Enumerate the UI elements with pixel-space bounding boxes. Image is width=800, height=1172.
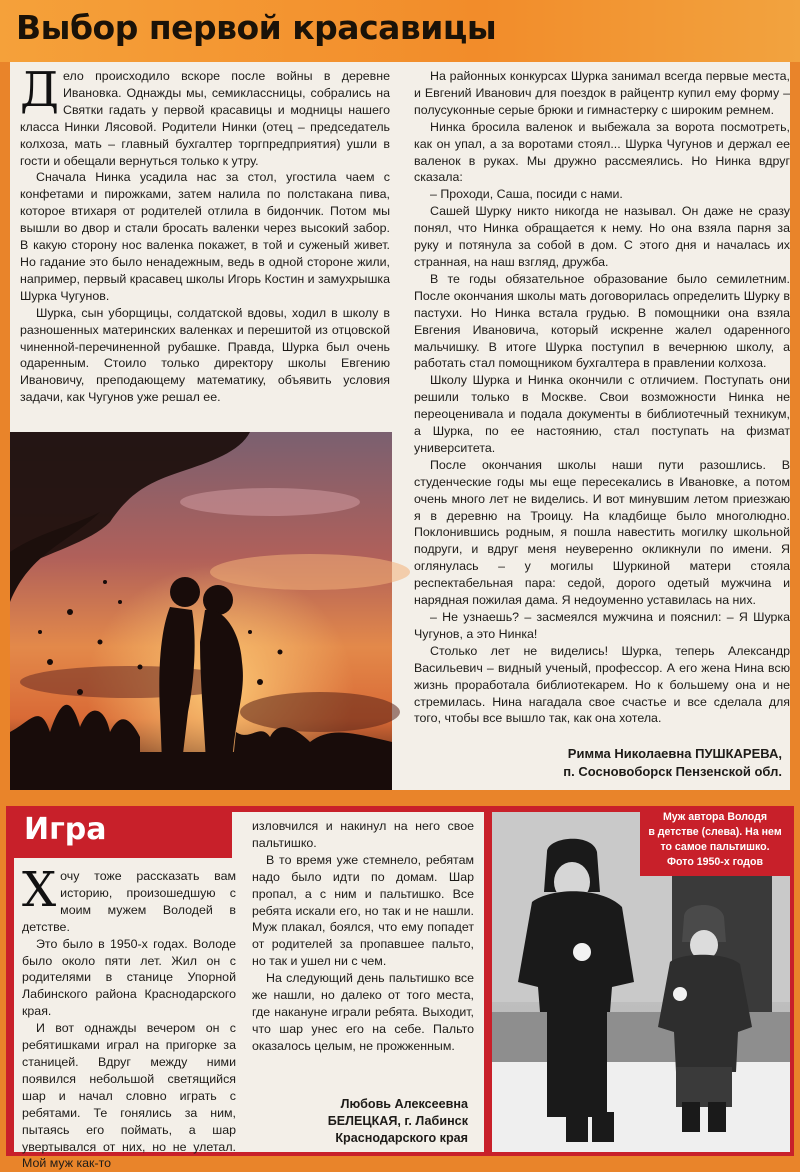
author-name: Римма Николаевна ПУШКАРЕВА,	[567, 746, 782, 761]
caption-line: Фото 1950-х годов	[667, 856, 763, 868]
caption-line: в детстве (слева). На нем	[648, 826, 782, 838]
paragraph: ело происходило вскоре после войны в деревне Ивановка. Однажды мы, семиклассницы, собрались на Святки гадать у первой красавицы и модницы нашего класса Нинки Лясовой. Родители Нинки (отец – председатель колхоза, мать – главный бухгалтер торгпредприятия) ушли в гости и обещали вернуться только к утру.	[20, 69, 390, 168]
paragraph: Шурка, сын уборщицы, солдатской вдовы, ходил в школу в разношенных материнских валенках и перешитой из отцовской чиненной-перечиненной рубашке. Правда, Шурка был очень одаренным. Стоило только директору школы Евгению Ивановичу, преподающему математику, объявить условия задачи, как Чугунов уже решал ее.	[20, 305, 390, 405]
top-article-header	[0, 0, 800, 62]
paragraph: изловчился и накинул на него свое пальтишко.	[252, 819, 474, 850]
bottom-article-left-column	[22, 862, 236, 1172]
top-article-signature	[563, 745, 782, 781]
caption-line: Муж автора Володя	[662, 811, 768, 823]
photo-caption	[640, 808, 790, 876]
paragraph: очу тоже рассказать вам историю, произошедшую с моим мужем Володей в детстве.	[22, 869, 236, 934]
caption-line: то самое пальтишко.	[660, 841, 770, 853]
paragraph: На следующий день пальтишко все же нашли, но далеко от того места, где накануне играли ребята. Выходит, что шар унес его на себе. Пальто оказалось целым, не прожженным.	[252, 971, 474, 1053]
paragraph: Нинка бросила валенок и выбежала за ворота посмотреть, как он упал, а за воротами стоял... Шурка Чугунов и держал ее валенок в руках. Мы дружно рассмеялись. Но Нинка вдруг сказала:	[414, 119, 790, 185]
section-divider	[0, 790, 800, 806]
paragraph: На районных конкурсах Шурка занимал всегда первые места, и Евгений Иванович для поездок в райцентр купил ему форму – полусуконные серые брюки и гимнастерку с широким ремнем.	[414, 69, 790, 117]
author-place: п. Сосновоборск Пензенской обл.	[563, 764, 782, 779]
paragraph: Сначала Нинка усадила нас за стол, угостила чаем с конфетами и пирожками, затем налила по полстакана пива, которое втихаря от родителей отлила в бидончик. Потом мы вышли во двор и стали бросать валенки через высокий забор. В какую сторону нос валенка покажет, в той и суженый живет. Но гадание это было ненадежным, ведь в одной стороне жили, например, первый красавец школы Игорь Костин и замухрышка Шурка Чугунов.	[20, 170, 390, 303]
bottom-article-title: Игра	[24, 812, 107, 847]
dropcap-letter: Х	[22, 862, 57, 918]
top-article-right-column	[414, 68, 790, 727]
sunset-couple-photo	[10, 432, 392, 790]
bottom-article-right-column	[252, 818, 474, 1055]
top-article-left-column	[20, 62, 390, 406]
author-name-line: Любовь Алексеевна	[340, 1097, 468, 1111]
paragraph: После окончания школы наши пути разошлись. В студенческие годы мы еще пересекались в Ивановке, а потом очень много лет не виделись. И вот минувшим летом приезжаю я в деревню на Троицу. На кладбище было многолюдно. Поклонившись родным, я пошла навестить могилку школьной подруги, и вдруг меня неуверенно окликнули по имени. Я оглянулась – у могилы Шуркиной матери стояла респектабельная пара: седой, дорого одетый мужчина и нарядная пожилая дама. Я недоуменно уставилась на них.	[414, 457, 790, 608]
dropcap-letter: Д	[20, 62, 60, 118]
bottom-article-signature	[252, 1096, 468, 1147]
author-place-line: Краснодарского края	[335, 1131, 468, 1145]
paragraph: И вот однажды вечером он с ребятишками играл на пригорке за станицей. Вдруг между ними появился небольшой светящийся шар и начал словно играть с ребятами. Те гонялись за ним, пытаясь его поймать, а шар увертывался от них, но не улетал. Мой муж как-то	[22, 1021, 236, 1171]
paragraph: – Проходи, Саша, посиди с нами.	[430, 187, 623, 202]
paragraph: – Не узнаешь? – засмеялся мужчина и пояснил: – Я Шурка Чугунов, а это Нинка!	[414, 610, 790, 641]
paragraph: Столько лет не виделись! Шурка, теперь Александр Васильевич – видный ученый, профессор. А его жена Нина всю жизнь проработала библиотекарем. Но к большему она и не стремилась. Нина нагадала свое счастье и все сделала для того, чтобы все вышло так, как она хотела.	[414, 643, 790, 726]
paragraph: Это было в 1950-х годах. Володе было около пяти лет. Жил он с родителями в станице Упорной Лабинского района Краснодарского края.	[22, 936, 236, 1019]
paragraph: Школу Шурка и Нинка окончили с отличием. Поступать они решили только в Москве. Свои возможности Нинка не переоценивала и подала документы в библиотечный техникум, а Шурка, по ее настоянию, стал поступать на физмат университета.	[414, 373, 790, 455]
paragraph: Сашей Шурку никто никогда не называл. Он даже не сразу понял, что Нинка обращается к нему. Но она взяла парня за руку и потянула за собой в дом. С этого дня и началась их странная, на наш взгляд, дружба.	[414, 204, 790, 269]
author-name-line: БЕЛЕЦКАЯ, г. Лабинск	[327, 1114, 468, 1128]
top-article-title: Выбор первой красавицы	[16, 8, 497, 47]
paragraph: В те годы обязательное образование было семилетним. После окончания школы мать договорилась определить Шурку в пастухи. Но Нинка встала грудью. В помощники она взяла Евгения Ивановича, который искренне жалел одаренного мальчишку. В итоге Шурка поступил в вечернюю школу, а работать стал помощником бухгалтера в правлении колхоза.	[414, 271, 790, 371]
paragraph: В то время уже стемнело, ребятам надо было идти по домам. Шар пропал, а с ним и пальтишко. Все ребята искали его, но так и не нашли. Муж плакал, боялся, что ему попадет от родителей за пропавшее пальто, но так и ушел ни с чем.	[252, 852, 474, 969]
